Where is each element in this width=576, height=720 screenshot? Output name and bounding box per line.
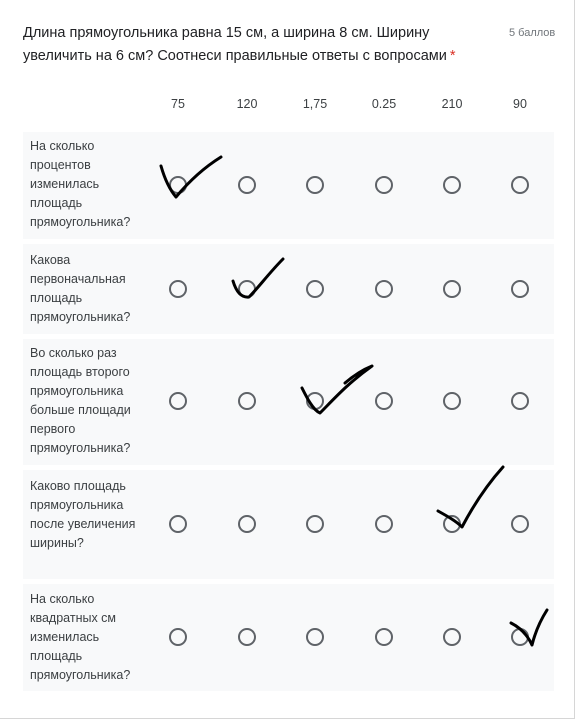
question-title-text: Длина прямоугольника равна 15 см, а ширина 8 см. Ширину увеличить на 6 см? Соотнеси правильные ответы с вопросами bbox=[23, 25, 447, 64]
grid-row bbox=[23, 584, 554, 691]
row-label: Какова первоначальная площадь прямоугольника? bbox=[30, 253, 131, 324]
radio-option[interactable] bbox=[443, 515, 461, 533]
column-header: 90 bbox=[513, 97, 527, 111]
grid-row bbox=[23, 339, 554, 465]
row-label: На сколько процентов изменилась площадь прямоугольника? bbox=[30, 139, 131, 229]
radio-option[interactable] bbox=[443, 176, 461, 194]
grid-row bbox=[23, 244, 554, 334]
radio-option[interactable] bbox=[511, 280, 529, 298]
points-label: 5 баллов bbox=[509, 27, 556, 39]
column-header: 210 bbox=[441, 97, 463, 111]
row-label: Во сколько раз площадь второго прямоугольника больше площади первого прямоугольника? bbox=[30, 346, 131, 455]
radio-option[interactable] bbox=[238, 515, 256, 533]
radio-option[interactable] bbox=[306, 176, 324, 194]
radio-option[interactable] bbox=[238, 176, 256, 194]
radio-option[interactable] bbox=[306, 515, 324, 533]
column-header: 75 bbox=[171, 97, 185, 111]
radio-option[interactable] bbox=[238, 392, 256, 410]
row-label: На сколько квадратных см изменилась площадь прямоугольника? bbox=[30, 592, 131, 682]
radio-option[interactable] bbox=[511, 176, 529, 194]
radio-option[interactable] bbox=[511, 628, 529, 646]
radio-option[interactable] bbox=[375, 280, 393, 298]
radio-option[interactable] bbox=[443, 628, 461, 646]
radio-option[interactable] bbox=[306, 392, 324, 410]
grid-row bbox=[23, 132, 554, 239]
radio-option[interactable] bbox=[375, 392, 393, 410]
radio-option[interactable] bbox=[375, 176, 393, 194]
row-label: Каково площадь прямоугольника после увеличения ширины? bbox=[30, 479, 136, 550]
radio-option[interactable] bbox=[511, 515, 529, 533]
grid-row bbox=[23, 470, 554, 579]
radio-option[interactable] bbox=[306, 628, 324, 646]
radio-option[interactable] bbox=[306, 280, 324, 298]
column-header: 0.25 bbox=[371, 97, 397, 111]
radio-option[interactable] bbox=[511, 392, 529, 410]
required-asterisk: * bbox=[449, 48, 456, 64]
column-header: 120 bbox=[236, 97, 258, 111]
radio-option[interactable] bbox=[238, 280, 256, 298]
radio-option[interactable] bbox=[375, 628, 393, 646]
column-header: 1,75 bbox=[302, 97, 328, 111]
radio-option[interactable] bbox=[238, 628, 256, 646]
radio-option[interactable] bbox=[169, 392, 187, 410]
radio-option[interactable] bbox=[169, 515, 187, 533]
radio-option[interactable] bbox=[169, 628, 187, 646]
radio-option[interactable] bbox=[443, 392, 461, 410]
radio-option[interactable] bbox=[443, 280, 461, 298]
radio-option[interactable] bbox=[169, 176, 187, 194]
radio-option[interactable] bbox=[375, 515, 393, 533]
radio-option[interactable] bbox=[169, 280, 187, 298]
